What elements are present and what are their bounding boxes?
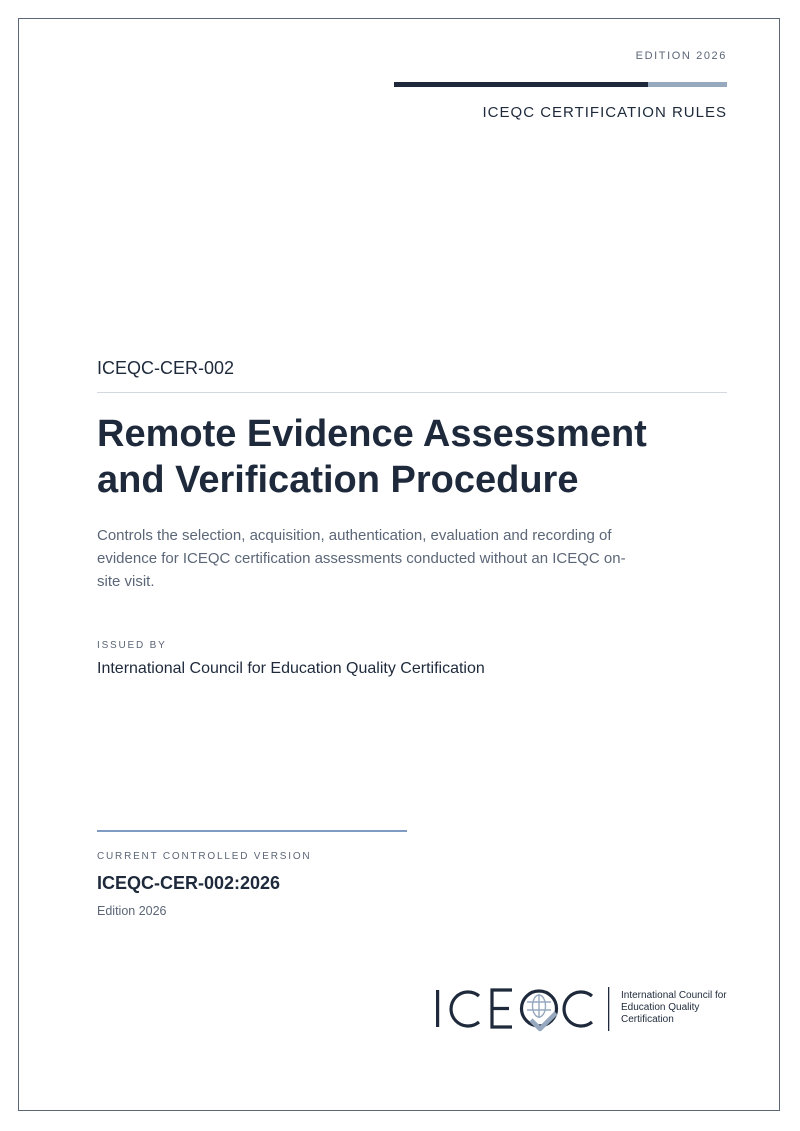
iceqc-wordmark-icon xyxy=(432,984,618,1036)
series-title: ICEQC CERTIFICATION RULES xyxy=(482,104,727,121)
iceqc-logo xyxy=(432,984,732,1036)
version-edition: Edition 2026 xyxy=(97,904,167,918)
edition-label: EDITION 2026 xyxy=(635,50,727,62)
issuer-name: International Council for Education Quality Certification xyxy=(97,660,485,677)
header-rule-dark xyxy=(394,82,648,87)
logo-caption: International Council for Education Quality Certification xyxy=(621,990,727,1025)
issued-by-label: ISSUED BY xyxy=(97,640,167,651)
version-code: ICEQC-CER-002:2026 xyxy=(97,873,281,893)
document-code: ICEQC-CER-002 xyxy=(97,358,235,378)
version-label: CURRENT CONTROLLED VERSION xyxy=(97,851,312,862)
header-rule xyxy=(394,82,727,87)
version-divider xyxy=(97,830,407,832)
document-summary: Controls the selection, acquisition, authentication, evaluation and recording of evidence for ICEQC certification assessments conducted without an ICEQC on-site visit. xyxy=(97,527,626,590)
title-divider xyxy=(97,392,727,393)
header-rule-light xyxy=(648,82,727,87)
document-title: Remote Evidence Assessment and Verification Procedure xyxy=(97,413,647,501)
